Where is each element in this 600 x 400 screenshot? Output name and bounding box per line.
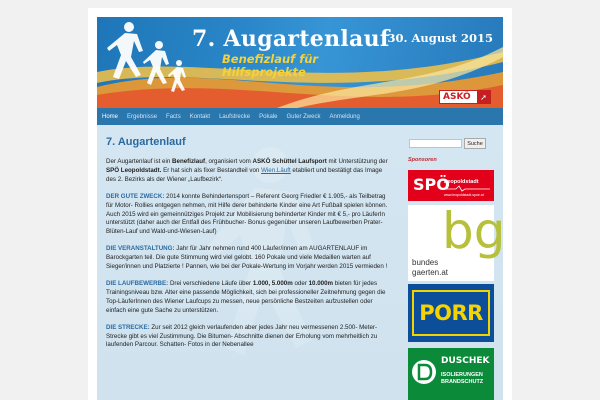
article-intro <box>106 158 389 185</box>
intro-text-1: Der Augartenlauf ist ein <box>106 158 173 165</box>
section-text: oder <box>292 279 309 287</box>
nav-item-ergebnisse[interactable]: Ergebnisse <box>127 113 158 120</box>
sponsors-heading: Sponsoren <box>408 157 437 163</box>
duschek-line2: BRANDSCHUTZ <box>441 379 484 385</box>
section-heading: DIE STRECKE: <box>106 323 150 331</box>
intro-text-3: mit Unterstützung der <box>326 158 388 165</box>
asko-logo <box>439 90 491 104</box>
intro-text-2: , organisiert vom <box>205 158 253 165</box>
nav-item-laufstrecke[interactable]: Laufstrecke <box>219 113 251 120</box>
duschek-line1: ISOLIERUNGEN <box>441 372 483 378</box>
section-text: Zur seit 2012 gleich verlaufenden aber jedes Jahr neu vermessenen 2.500- Meter- Strecke gibt es viel Zustimmung. Die Bitumen- Abschnitte dienen der Erholung vom mehrheitlich zu laufenden Parcour. Schatten- Fotos in der Nebenallee <box>106 323 378 349</box>
search-input[interactable] <box>409 139 462 148</box>
sponsor-spoe[interactable] <box>408 170 494 201</box>
section-guter-zweck <box>106 193 389 238</box>
sponsor-duschek[interactable] <box>408 348 494 400</box>
bg-logo-letters: bg <box>442 202 506 260</box>
nav-item-kontakt[interactable]: Kontakt <box>189 113 211 120</box>
section-heading: DER GUTE ZWECK: <box>106 192 165 200</box>
spoe-district: Leopoldstadt <box>444 179 479 185</box>
porr-logo-frame <box>412 290 490 336</box>
nav-item-anmeldung[interactable]: Anmeldung <box>329 113 360 120</box>
section-heading: DIE LAUFBEWERBE: <box>106 279 169 287</box>
banner-date: 30. August 2015 <box>387 31 493 45</box>
spoe-logo-text: SPÖ <box>413 175 450 194</box>
asko-logo-text: ASKÖ <box>443 92 471 102</box>
banner-title: 7. Augartenlauf <box>192 26 390 52</box>
section-veranstaltung <box>106 245 389 272</box>
section-heading: DIE VERANSTALTUNG: <box>106 245 175 253</box>
intro-bold-organizer: ASKÖ Schüttel Laufsport <box>252 158 327 165</box>
nav-item-home[interactable]: Home <box>102 113 119 120</box>
banner-subtitle <box>222 53 318 79</box>
sponsor-bundesgaerten[interactable] <box>408 202 506 281</box>
section-text: 2014 konnte Behindertensport – Referent Georg Friedler € 1.905,- als Teilbetrag für Motor- Rollies entgegen nehmen, mit Hilfe derer behinderte Kinder eine Art Fußball spielen können. Auch 2015 wird ein gemeinnütziges Projekt zur Mobilisierung behinderter Kinder mit € 5,- pro LäuferIn unterstützt (daher auch der Entfall des Frühbucher- Bonus gegenüber unseren Laufbewerben Prater-Blüten-Lauf und Wald-und-Wiesen-Lauf) <box>106 192 388 236</box>
heartbeat-icon <box>444 185 490 192</box>
main-article <box>106 136 389 358</box>
duschek-name: DUSCHEK <box>441 356 490 366</box>
spoe-url: www.leopoldstadt.spoe.at <box>444 193 484 197</box>
intro-text-4: Er hat sich als fixer Bestandteil von <box>161 166 262 174</box>
nav-item-facts[interactable]: Facts <box>166 113 181 120</box>
section-laufbewerbe <box>106 280 389 316</box>
duschek-logo-icon <box>412 360 436 384</box>
banner-subtitle-line1: Benefizlauf für <box>222 52 319 66</box>
search-button[interactable]: Suche <box>464 138 486 149</box>
bg-line1: bundes <box>412 258 439 267</box>
article-title: 7. Augartenlauf <box>106 136 186 148</box>
header-banner <box>97 17 503 108</box>
asko-mark-icon: ➚ <box>477 91 490 103</box>
section-text: bieten für jedes Trainingsniveau bzw. Alter eine passende Möglichkeit, sich bei professioneller Zeitnehmung gegen die Top-LäuferInnen des Wiener Laufcups zu messen, neue persönliche Bestzeiten aufzustellen oder einfach eine gute Sache zu unterstützen. <box>106 279 386 314</box>
main-nav <box>97 108 503 125</box>
wien-laeuft-link[interactable]: Wien.Läuft <box>261 166 291 174</box>
section-text: Drei verschiedene Läufe über <box>168 279 253 287</box>
distance-bold-2: 10.000m <box>308 279 334 287</box>
nav-item-guter-zweck[interactable]: Guter Zweck <box>286 113 321 120</box>
section-text: Jahr für Jahr nehmen rund 400 Läufer/innen am AUGARTENLAUF im Barockgarten teil. Die gute Stimmung wird viel gelobt. 160 Pokale und viele Medaillen warten auf Sieger/innen und Platzierte ! Pannen, wie bei der Pokale-Wertung im Vorjahr werden 2015 vermieden ! <box>106 245 388 271</box>
intro-text-5: etabliert und bestätigt das Image des 2. Bezirks als der Wiener „Laufbezirk“. <box>106 166 383 183</box>
banner-subtitle-line2: Hilfsprojekte <box>222 65 306 79</box>
nav-item-pokale[interactable]: Pokale <box>259 113 278 120</box>
intro-bold-spoe: SPÖ Leopoldstadt. <box>106 166 162 174</box>
sponsor-porr[interactable] <box>408 284 494 342</box>
distance-bold-1: 1.000, 5.000m <box>252 279 293 287</box>
porr-logo-text: PORR <box>419 301 483 325</box>
bg-line2: gaerten.at <box>412 268 449 277</box>
intro-bold-benefizlauf: Benefizlauf <box>172 158 206 165</box>
section-strecke <box>106 324 389 351</box>
